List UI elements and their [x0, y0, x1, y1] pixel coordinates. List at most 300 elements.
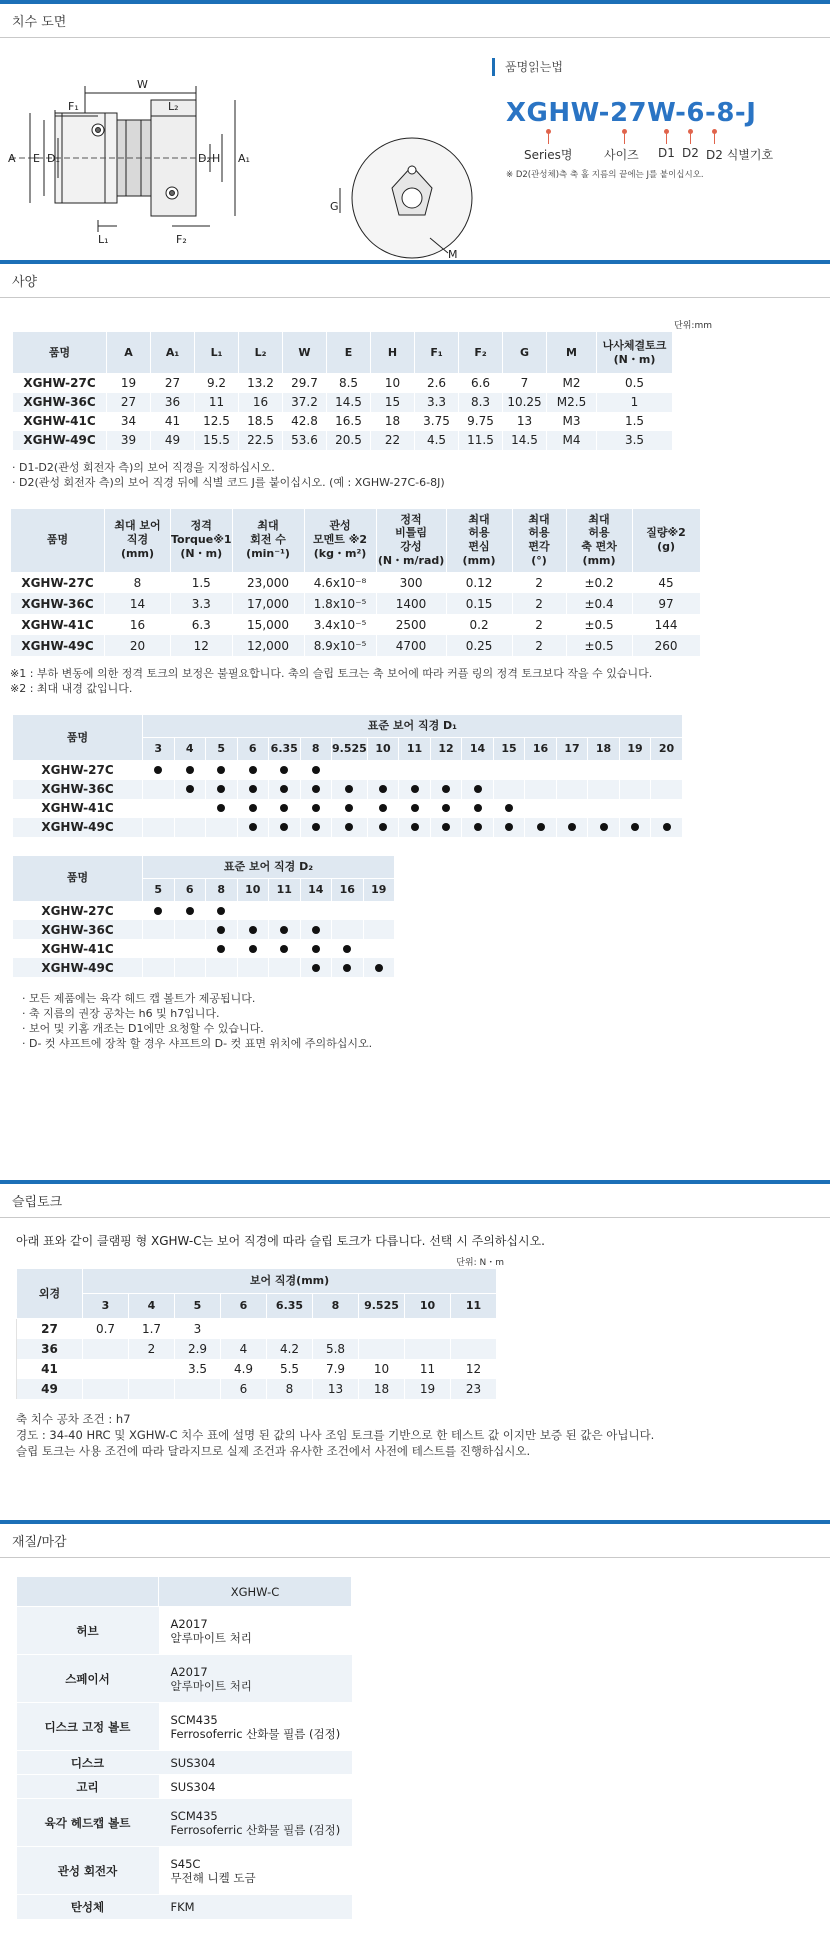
table-row: [13, 799, 683, 818]
slip-cell: [313, 1319, 359, 1339]
bore-size-header: 11: [269, 878, 301, 901]
table-row: [17, 1703, 352, 1751]
label-d1: D₁: [47, 152, 60, 165]
table-row: [13, 374, 673, 393]
bore-cell: [237, 780, 269, 799]
part-name-cell: 육각 헤드캡 볼트: [17, 1799, 159, 1847]
table-cell: 13.2: [239, 374, 283, 393]
table-cell: 260: [632, 635, 700, 656]
product-name-cell: XGHW-27C: [11, 572, 105, 593]
table-cell: 18.5: [239, 412, 283, 431]
slip-cell: 13: [313, 1379, 359, 1399]
label-l1: L₁: [98, 233, 109, 246]
table-cell: 2.6: [415, 374, 459, 393]
bore-size-header: 17: [556, 738, 588, 761]
material-line: Ferrosoferric 산화물 필름 (검정): [170, 1822, 341, 1837]
table-cell: 18: [371, 412, 415, 431]
table-cell: ±0.5: [566, 635, 632, 656]
bore-size-header: 8: [206, 878, 238, 901]
marker-d2: [690, 132, 691, 144]
material-table: [16, 1576, 352, 1919]
note-line: · D- 컷 샤프트에 장착 할 경우 샤프트의 D- 컷 표면 위치에 주의하십시오.: [22, 1037, 373, 1050]
t2-header-cell: 최대 허용 축 편차 (mm): [566, 508, 632, 572]
available-dot-icon: [217, 907, 225, 915]
table-cell: 20: [105, 635, 171, 656]
outer-diameter-cell: 41: [17, 1359, 83, 1379]
material-cell: [159, 1775, 352, 1799]
available-dot-icon: [186, 907, 194, 915]
slip-head-od: 외경: [17, 1269, 83, 1319]
table-cell: 15.5: [195, 431, 239, 450]
table-cell: 0.5: [597, 374, 673, 393]
table-row: [11, 614, 701, 635]
table-cell: M4: [547, 431, 597, 450]
t2-header-cell: 최대 허용 편각 (°): [512, 508, 566, 572]
bore-cell: [619, 761, 651, 780]
slip-cell: 0.7: [83, 1319, 129, 1339]
part-size: 사이즈: [604, 148, 639, 162]
d1-head-group: 표준 보어 직경 D₁: [143, 715, 683, 738]
available-dot-icon: [663, 823, 671, 831]
note-line: · 축 지름의 권장 공차는 h6 및 h7입니다.: [22, 1007, 220, 1020]
table-row: [17, 1655, 352, 1703]
table-cell: 0.12: [446, 572, 512, 593]
available-dot-icon: [568, 823, 576, 831]
bore-cell: [332, 958, 364, 977]
available-dot-icon: [249, 766, 257, 774]
label-a: A: [8, 152, 16, 165]
table-cell: 14: [105, 593, 171, 614]
material-cell: [159, 1703, 352, 1751]
note-line: ※1 : 부하 변동에 의한 정격 토크의 보정은 불필요합니다. 축의 슬립 토크는 축 보어에 따라 커플 링의 정격 토크보다 작을 수 있습니다.: [10, 667, 653, 680]
outer-diameter-cell: 27: [17, 1319, 83, 1339]
slip-size-header: 6: [221, 1294, 267, 1319]
part-name-cell: 허브: [17, 1607, 159, 1655]
section-header-slip: 슬립토크: [0, 1180, 830, 1218]
available-dot-icon: [217, 766, 225, 774]
bore-cell: [206, 818, 238, 837]
bore-size-header: 20: [651, 738, 683, 761]
material-section: [0, 1520, 830, 1919]
available-dot-icon: [280, 926, 288, 934]
table-cell: 3.5: [597, 431, 673, 450]
material-cell: [159, 1799, 352, 1847]
bore-size-header: 3: [143, 738, 175, 761]
t2-header-cell: 최대 회전 수 (min⁻¹): [232, 508, 304, 572]
material-line: SUS304: [170, 1755, 216, 1770]
table-row: [17, 1847, 352, 1895]
table-cell: 8: [105, 572, 171, 593]
table-row: [13, 412, 673, 431]
bore-cell: [269, 818, 301, 837]
bore-cell: [237, 761, 269, 780]
product-name-cell: XGHW-36C: [13, 393, 107, 412]
bore-cell: [269, 780, 301, 799]
bore-cell: [174, 920, 206, 939]
bore-cell: [399, 799, 431, 818]
table-row: [13, 939, 395, 958]
table-cell: 20.5: [327, 431, 371, 450]
bore-cell: [174, 939, 206, 958]
t2-header-cell: 질량※2 (g): [632, 508, 700, 572]
material-cell: [159, 1655, 352, 1703]
bore-cell: [300, 958, 332, 977]
table-cell: 4.5: [415, 431, 459, 450]
table-cell: 4.6x10⁻⁸: [304, 572, 376, 593]
table-cell: 41: [151, 412, 195, 431]
table-cell: 22.5: [239, 431, 283, 450]
table-cell: ±0.5: [566, 614, 632, 635]
label-g: G: [330, 200, 339, 213]
table-cell: 14.5: [327, 393, 371, 412]
bore-cell: [367, 818, 399, 837]
spec-table-2-wrap: [10, 508, 830, 697]
available-dot-icon: [280, 785, 288, 793]
product-name-cell: XGHW-41C: [13, 799, 143, 818]
bore-cell: [206, 958, 238, 977]
bore-size-header: 19: [619, 738, 651, 761]
product-name-cell: XGHW-49C: [13, 818, 143, 837]
table-row: [17, 1607, 352, 1655]
t2-header-cell: 관성 모멘트 ※2 (kg・m²): [304, 508, 376, 572]
bore-cell: [143, 761, 175, 780]
table-cell: 2: [512, 593, 566, 614]
bore-cell: [363, 920, 395, 939]
slip-size-header: 5: [175, 1294, 221, 1319]
section-header-material: 재질/마감: [0, 1520, 830, 1558]
table-row: [17, 1751, 352, 1775]
bore-cell: [174, 958, 206, 977]
slip-size-header: 8: [313, 1294, 359, 1319]
product-name-cell: XGHW-36C: [13, 780, 143, 799]
table-cell: 29.7: [283, 374, 327, 393]
bore-cell: [300, 818, 332, 837]
table-cell: 27: [107, 393, 151, 412]
available-dot-icon: [442, 823, 450, 831]
d2-head-group: 표준 보어 직경 D₂: [143, 855, 395, 878]
bore-cell: [588, 818, 620, 837]
available-dot-icon: [280, 766, 288, 774]
bore-size-header: 4: [174, 738, 206, 761]
bore-cell: [143, 901, 175, 920]
bore-size-header: 5: [143, 878, 175, 901]
dimension-spec-table: [12, 331, 673, 450]
bore-cell: [174, 901, 206, 920]
slip-cell: [267, 1319, 313, 1339]
outer-diameter-cell: 49: [17, 1379, 83, 1399]
available-dot-icon: [600, 823, 608, 831]
bore-cell: [556, 818, 588, 837]
slip-cell: 4: [221, 1339, 267, 1359]
table-cell: 1: [597, 393, 673, 412]
available-dot-icon: [249, 804, 257, 812]
available-dot-icon: [375, 964, 383, 972]
slip-size-header: 10: [405, 1294, 451, 1319]
slip-size-header: 3: [83, 1294, 129, 1319]
bore-cell: [143, 780, 175, 799]
part-name-cell: 고리: [17, 1775, 159, 1799]
table-cell: M2.5: [547, 393, 597, 412]
slip-cell: 5.8: [313, 1339, 359, 1359]
part-name-cell: 디스크: [17, 1751, 159, 1775]
bore-cell: [367, 799, 399, 818]
bore-size-header: 9.525: [332, 738, 368, 761]
table-cell: ±0.4: [566, 593, 632, 614]
product-name-cell: XGHW-27C: [13, 761, 143, 780]
product-name-cell: XGHW-49C: [13, 431, 107, 450]
bore-size-header: 16: [525, 738, 557, 761]
table-cell: 23,000: [232, 572, 304, 593]
slip-head-group: 보어 직경(mm): [83, 1269, 497, 1294]
product-code: XGHW-27W-6-8-J: [506, 98, 757, 128]
available-dot-icon: [217, 926, 225, 934]
bore-cell: [430, 799, 462, 818]
available-dot-icon: [379, 804, 387, 812]
table-cell: 45: [632, 572, 700, 593]
table-cell: 19: [107, 374, 151, 393]
available-dot-icon: [442, 804, 450, 812]
bore-cell: [174, 799, 206, 818]
table-cell: 39: [107, 431, 151, 450]
bore-cell: [332, 780, 368, 799]
table-cell: 15: [371, 393, 415, 412]
table-cell: M3: [547, 412, 597, 431]
d2-head-product: 품명: [13, 855, 143, 901]
available-dot-icon: [411, 785, 419, 793]
slip-cell: 12: [451, 1359, 497, 1379]
table-row: [13, 431, 673, 450]
t2-header-cell: 정적 비틀림 강성 (N・m/rad): [376, 508, 446, 572]
slip-cell: [175, 1379, 221, 1399]
table-cell: 22: [371, 431, 415, 450]
marker-size: [624, 132, 625, 144]
bore-cell: [206, 761, 238, 780]
bore-cell: [300, 901, 332, 920]
table-cell: 1.5: [597, 412, 673, 431]
slip-cell: [83, 1339, 129, 1359]
t2-header-cell: 정격 Torque※1 (N・m): [171, 508, 233, 572]
t1-header-cell: H: [371, 332, 415, 374]
part-d2-code: D2 식별기호: [706, 148, 774, 162]
product-name-cell: XGHW-41C: [13, 412, 107, 431]
material-cell: [159, 1895, 352, 1919]
t1-header-cell: A: [107, 332, 151, 374]
bore-cell: [237, 920, 269, 939]
t1-header-cell: 품명: [13, 332, 107, 374]
bore-cell: [430, 818, 462, 837]
slip-cell: [405, 1319, 451, 1339]
bore-cell: [651, 780, 683, 799]
available-dot-icon: [280, 823, 288, 831]
bore-cell: [556, 780, 588, 799]
table-cell: 12.5: [195, 412, 239, 431]
slip-size-header: 6.35: [267, 1294, 313, 1319]
slip-cell: 6: [221, 1379, 267, 1399]
slip-cell: 10: [359, 1359, 405, 1379]
bore-size-header: 16: [332, 878, 364, 901]
bore-size-header: 12: [430, 738, 462, 761]
available-dot-icon: [312, 804, 320, 812]
table-row: [13, 901, 395, 920]
product-name-cell: XGHW-36C: [13, 920, 143, 939]
note-line: 경도 : 34-40 HRC 및 XGHW-C 치수 표에 설명 된 값의 나사 조임 토크를 기반으로 한 테스트 값 이지만 보증 된 값은 아닙니다.: [16, 1427, 655, 1442]
table-row: [13, 761, 683, 780]
bore-cell: [430, 761, 462, 780]
part-name-cell: 디스크 고정 볼트: [17, 1703, 159, 1751]
bore-size-header: 14: [462, 738, 494, 761]
t1-header-cell: E: [327, 332, 371, 374]
bore-cell: [206, 920, 238, 939]
bore-size-header: 5: [206, 738, 238, 761]
table-cell: 11: [195, 393, 239, 412]
bore-cell: [269, 958, 301, 977]
bore-cell: [237, 939, 269, 958]
available-dot-icon: [343, 945, 351, 953]
table-row: [11, 572, 701, 593]
t1-header-cell: G: [503, 332, 547, 374]
table-row: [17, 1319, 497, 1339]
table-cell: 13: [503, 412, 547, 431]
bore-cell: [174, 761, 206, 780]
bore-cell: [493, 799, 525, 818]
note-line: 슬립 토크는 사용 조건에 따라 달라지므로 실제 조건과 유사한 조건에서 사전에 테스트를 진행하십시오.: [16, 1443, 531, 1458]
part-name-cell: 탄성체: [17, 1895, 159, 1919]
bore-d2-table-wrap: [12, 855, 830, 1052]
slip-section: [0, 1180, 830, 1459]
slip-cell: [451, 1319, 497, 1339]
bore-cell: [237, 958, 269, 977]
product-name-cell: XGHW-36C: [11, 593, 105, 614]
table-row: [17, 1359, 497, 1379]
material-head-model: XGHW-C: [159, 1577, 352, 1607]
bore-size-header: 10: [367, 738, 399, 761]
spec-table-1-wrap: [12, 318, 712, 490]
table-cell: 0.15: [446, 593, 512, 614]
table-cell: 6.6: [459, 374, 503, 393]
note-line: 축 치수 공차 조건 : h7: [16, 1411, 131, 1426]
table-cell: 3.75: [415, 412, 459, 431]
t1-header-cell: W: [283, 332, 327, 374]
table-row: [17, 1379, 497, 1399]
product-name-cell: XGHW-49C: [13, 958, 143, 977]
bore-cell: [525, 780, 557, 799]
table-cell: 10: [371, 374, 415, 393]
table-cell: 12: [171, 635, 233, 656]
available-dot-icon: [312, 823, 320, 831]
bore-cell: [462, 818, 494, 837]
available-dot-icon: [249, 823, 257, 831]
part-series: Series명: [524, 148, 573, 162]
bore-cell: [300, 780, 332, 799]
slip-cell: [359, 1339, 405, 1359]
available-dot-icon: [217, 804, 225, 812]
material-cell: [159, 1847, 352, 1895]
bore-cell: [462, 761, 494, 780]
product-code-guide: [492, 58, 822, 180]
bore-d2-table: [12, 855, 395, 978]
table-row: [13, 920, 395, 939]
slip-cell: 3: [175, 1319, 221, 1339]
bore-cell: [269, 799, 301, 818]
t1-header-cell: A₁: [151, 332, 195, 374]
available-dot-icon: [280, 945, 288, 953]
table-cell: 3.4x10⁻⁵: [304, 614, 376, 635]
label-m: M: [448, 248, 458, 260]
note-line: · D2(관성 회전자 측)의 보어 직경 뒤에 식별 코드 J를 붙이십시오. (예 : XGHW-27C-6-8J): [12, 475, 445, 489]
bore-cell: [525, 799, 557, 818]
t2-header-cell: 최대 보어 직경 (mm): [105, 508, 171, 572]
material-line: 알루마이트 처리: [170, 1678, 252, 1693]
material-line: FKM: [170, 1899, 195, 1914]
bore-cell: [174, 818, 206, 837]
available-dot-icon: [249, 926, 257, 934]
slip-cell: 18: [359, 1379, 405, 1399]
material-line: 알루마이트 처리: [170, 1630, 252, 1645]
bore-size-header: 19: [363, 878, 395, 901]
bore-cell: [206, 799, 238, 818]
bore-cell: [300, 939, 332, 958]
t1-header-cell: F₁: [415, 332, 459, 374]
spec-notes-2: [10, 666, 830, 696]
bore-cell: [493, 761, 525, 780]
table-cell: 2: [512, 572, 566, 593]
slip-cell: [129, 1359, 175, 1379]
available-dot-icon: [249, 785, 257, 793]
bore-cell: [332, 818, 368, 837]
slip-unit: 단위: N・m: [456, 1258, 504, 1268]
slip-cell: [359, 1319, 405, 1339]
t1-header-cell: F₂: [459, 332, 503, 374]
bore-cell: [367, 761, 399, 780]
table-row: [17, 1775, 352, 1799]
available-dot-icon: [186, 785, 194, 793]
available-dot-icon: [154, 766, 162, 774]
table-row: [13, 818, 683, 837]
part-name-cell: 스페이서: [17, 1655, 159, 1703]
material-cell: [159, 1751, 352, 1775]
available-dot-icon: [249, 945, 257, 953]
bore-cell: [399, 761, 431, 780]
table-cell: 2: [512, 635, 566, 656]
table-cell: 16.5: [327, 412, 371, 431]
dimension-drawing-area: [0, 38, 830, 260]
material-line: A2017: [170, 1664, 208, 1679]
available-dot-icon: [505, 804, 513, 812]
bore-cell: [269, 939, 301, 958]
table-cell: 17,000: [232, 593, 304, 614]
bore-cell: [525, 818, 557, 837]
table-cell: 1.8x10⁻⁵: [304, 593, 376, 614]
unit-label: 단위:mm: [674, 321, 712, 331]
bore-cell: [588, 780, 620, 799]
bore-cell: [332, 901, 364, 920]
marker-d2-code: [714, 132, 715, 144]
table-cell: 1.5: [171, 572, 233, 593]
table-cell: 9.2: [195, 374, 239, 393]
outer-diameter-cell: 36: [17, 1339, 83, 1359]
slip-cell: 5.5: [267, 1359, 313, 1379]
available-dot-icon: [411, 804, 419, 812]
slip-size-header: 9.525: [359, 1294, 405, 1319]
table-cell: 3.3: [171, 593, 233, 614]
bore-cell: [651, 799, 683, 818]
label-h: H: [212, 152, 221, 165]
material-line: 무전해 니켈 도금: [170, 1870, 256, 1885]
product-name-cell: XGHW-49C: [11, 635, 105, 656]
bore-cell: [619, 818, 651, 837]
bore-cell: [237, 799, 269, 818]
available-dot-icon: [442, 785, 450, 793]
